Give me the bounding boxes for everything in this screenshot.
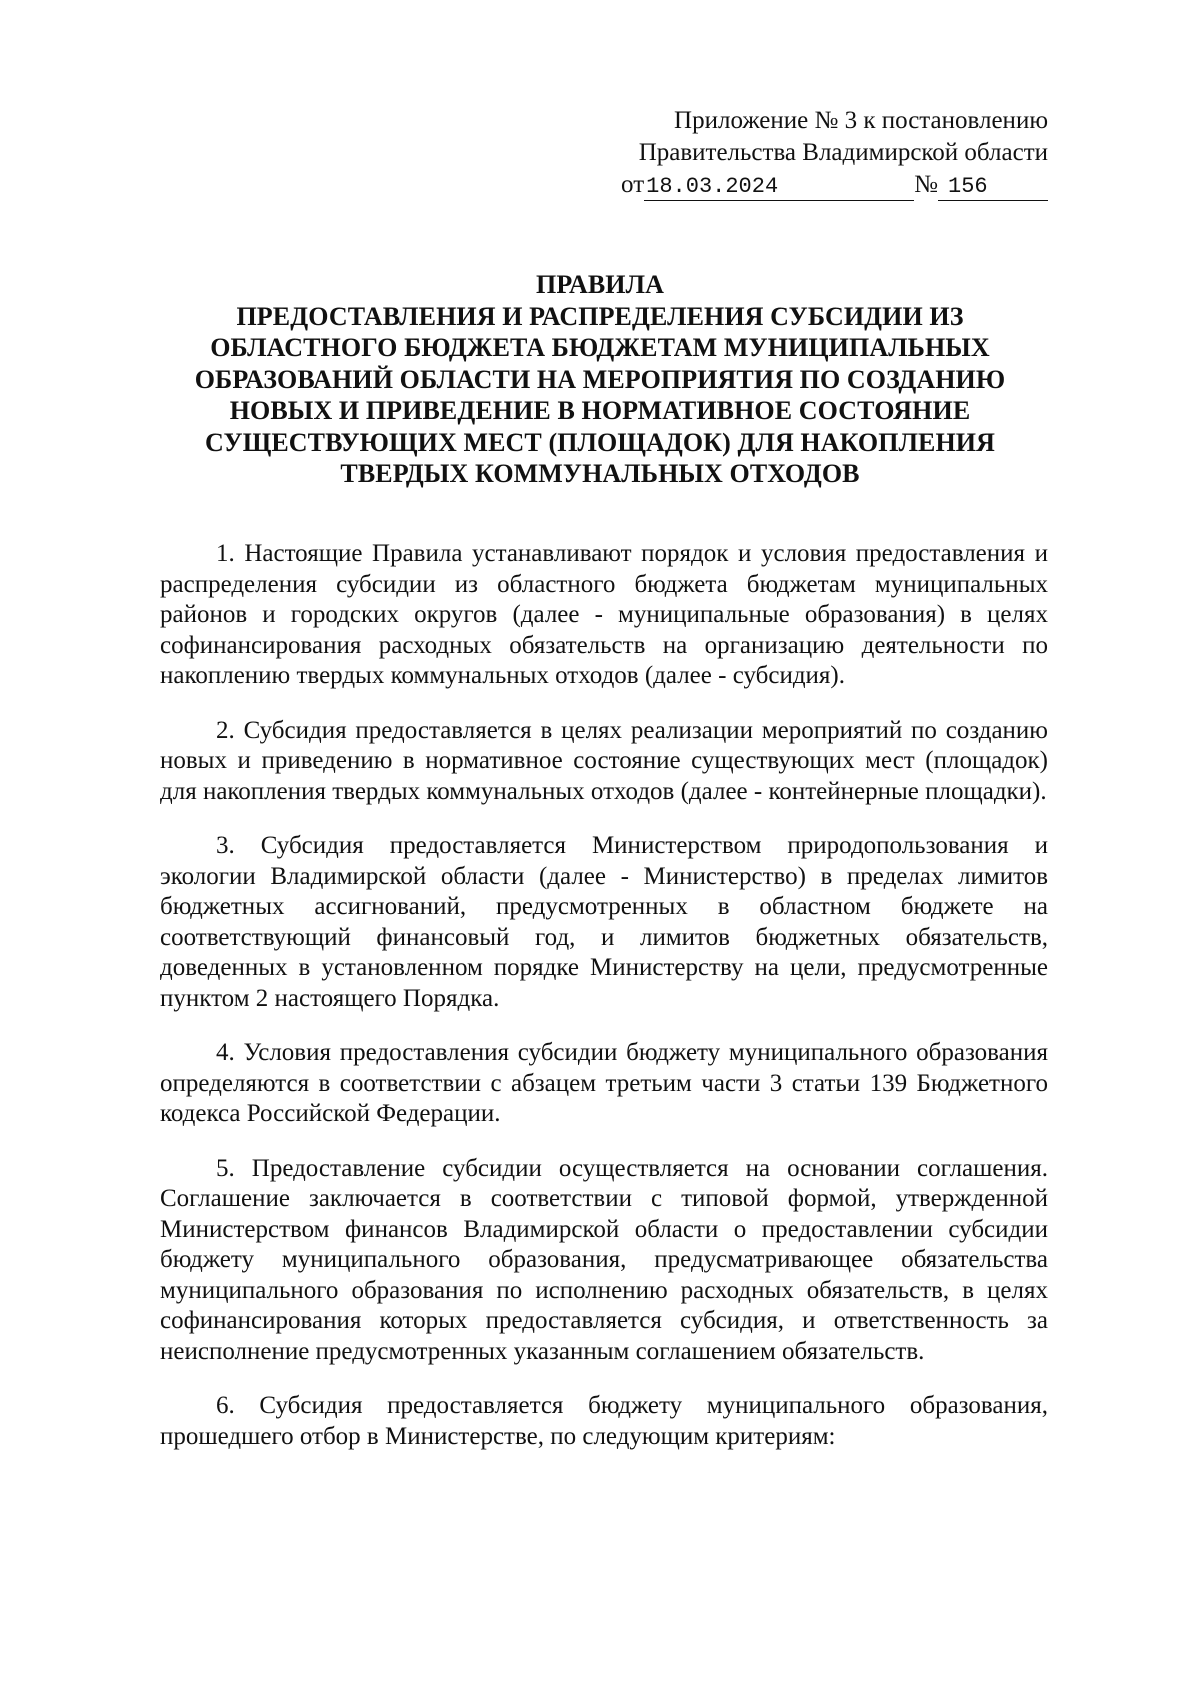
resolution-date: 18.03.2024 bbox=[644, 174, 914, 201]
title-line-7: ТВЕРДЫХ КОММУНАЛЬНЫХ ОТХОДОВ bbox=[340, 459, 860, 488]
date-prefix: от bbox=[621, 171, 645, 198]
document-body bbox=[160, 539, 1048, 1476]
document-title bbox=[150, 269, 1050, 490]
paragraph-5: 5. Предоставление субсидии осуществляется на основании соглашения. Соглашение заключается в соответствии с типовой формой, утвержденной Министерством финансов Владимирской области о предоставлении субсидии бюджету муниципального образования, предусматривающее обязательства муниципального образования по исполнению расходных обязательств, в целях софинансирования которых предоставляется субсидия, и ответственность за неисполнение предусмотренных указанным соглашением обязательств. bbox=[160, 1154, 1048, 1365]
number-prefix: № bbox=[914, 171, 938, 198]
appendix-line-2: Правительства Владимирской области bbox=[638, 139, 1048, 166]
appendix-date-line bbox=[600, 169, 1048, 201]
title-line-6: СУЩЕСТВУЮЩИХ МЕСТ (ПЛОЩАДОК) ДЛЯ НАКОПЛЕНИЯ bbox=[204, 427, 996, 457]
title-line-4: ОБРАЗОВАНИЙ ОБЛАСТИ НА МЕРОПРИЯТИЯ ПО СОЗДАНИЮ bbox=[194, 364, 1006, 394]
paragraph-4: 4. Условия предоставления субсидии бюджету муниципального образования определяются в соответствии с абзацем третьим части 3 статьи 139 Бюджетного кодекса Российской Федерации. bbox=[160, 1039, 1048, 1127]
paragraph-3: 3. Субсидия предоставляется Министерством природопользования и экологии Владимирской области (далее - Министерство) в пределах лимитов бюджетных ассигнований, предусмотренных в областном бюджете на соответствующий финансовый год, и лимитов бюджетных обязательств, доведенных в установленном порядке Министерству на цели, предусмотренные пунктом 2 настоящего Порядка. bbox=[160, 832, 1048, 1012]
appendix-header bbox=[600, 105, 1048, 201]
paragraph-1: 1. Настоящие Правила устанавливают порядок и условия предоставления и распределения субсидии из областного бюджета бюджетам муниципальных районов и городских округов (далее - муниципальные образования) в целях софинансирования расходных обязательств на организацию деятельности по накоплению твердых коммунальных отходов (далее - субсидия). bbox=[160, 540, 1048, 689]
appendix-line-1: Приложение № 3 к постановлению bbox=[674, 107, 1048, 134]
paragraph-6: 6. Субсидия предоставляется бюджету муниципального образования, прошедшего отбор в Министерстве, по следующим критериям: bbox=[160, 1392, 1048, 1450]
title-line-2: ПРЕДОСТАВЛЕНИЯ И РАСПРЕДЕЛЕНИЯ СУБСИДИИ ИЗ bbox=[236, 301, 964, 331]
title-line-3: ОБЛАСТНОГО БЮДЖЕТА БЮДЖЕТАМ МУНИЦИПАЛЬНЫХ bbox=[210, 333, 990, 362]
resolution-number: 156 bbox=[938, 174, 1048, 201]
title-line-1: ПРАВИЛА bbox=[536, 270, 664, 299]
title-line-5: НОВЫХ И ПРИВЕДЕНИЕ В НОРМАТИВНОЕ СОСТОЯНИЕ bbox=[229, 396, 971, 425]
paragraph-2: 2. Субсидия предоставляется в целях реализации мероприятий по созданию новых и приведению в нормативное состояние существующих мест (площадок) для накопления твердых коммунальных отходов (далее - контейнерные площадки). bbox=[160, 716, 1048, 805]
